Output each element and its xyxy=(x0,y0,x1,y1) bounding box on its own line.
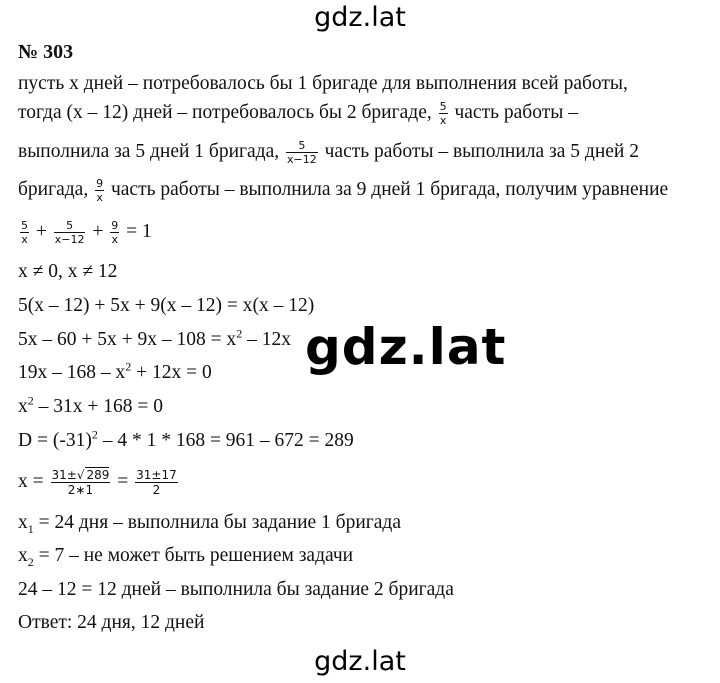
root-x1-line xyxy=(18,512,401,536)
text-line-2-part-a: тогда (x – 12) дней – потребовалось бы 2 бригаде, xyxy=(18,102,432,124)
fraction-denominator: x xyxy=(96,191,103,205)
fraction-quadratic-formula xyxy=(51,467,111,498)
answer-line: Ответ: 24 дня, 12 дней xyxy=(18,612,205,633)
fraction-roots-value xyxy=(135,468,178,498)
exponent: 2 xyxy=(27,393,34,408)
watermark-middle: gdz.lat xyxy=(305,318,507,376)
step-3 xyxy=(18,359,212,383)
subscript: 1 xyxy=(27,521,34,536)
text-line-2 xyxy=(18,100,578,127)
fraction-numerator: 9 xyxy=(111,219,119,232)
plus-sign: + xyxy=(35,221,47,243)
numerator-prefix: 31± xyxy=(51,468,77,482)
problem-number: № 303 xyxy=(18,41,74,63)
eq-fraction-5-over-x-minus-12 xyxy=(54,219,86,246)
fraction-denominator: x xyxy=(111,233,118,247)
plus-sign: + xyxy=(92,221,104,243)
fraction-9-over-x xyxy=(95,177,104,204)
roots-formula-line xyxy=(18,467,180,498)
discriminant-line xyxy=(18,427,354,451)
equals-sign: = xyxy=(117,470,129,492)
exponent: 2 xyxy=(125,359,132,374)
fraction-denominator: x−12 xyxy=(54,233,85,247)
text-line-3-part-a: выполнила за 5 дней 1 бригада, xyxy=(18,141,280,163)
fraction-numerator: 5 xyxy=(21,219,28,232)
text-line-2-part-b: часть работы – xyxy=(454,102,578,124)
step-4 xyxy=(18,393,163,417)
x1-text: = 24 дня – выполнила бы задание 1 бригада xyxy=(33,512,401,533)
fraction-denominator: x−12 xyxy=(287,153,317,167)
sqrt-sign: √ xyxy=(76,468,85,482)
fraction-denominator: x xyxy=(21,233,28,247)
text-line-4-part-a: бригада, xyxy=(18,179,89,201)
x1-variable: x xyxy=(18,512,28,533)
x2-text: = 7 – не может быть решением задачи xyxy=(33,545,354,566)
fraction-numerator: 5 xyxy=(66,219,74,232)
fraction-5-over-x xyxy=(439,100,448,127)
exponent: 2 xyxy=(91,427,98,442)
fraction-denominator: x xyxy=(439,114,447,128)
fraction-numerator xyxy=(51,467,111,482)
fraction-5-over-x-minus-12 xyxy=(286,139,318,166)
exponent: 2 xyxy=(236,326,243,341)
fraction-numerator: 31±17 xyxy=(136,467,177,482)
root-x2-line xyxy=(18,545,354,569)
roots-x-equals: x = xyxy=(18,470,44,492)
subscript: 2 xyxy=(27,554,34,569)
sqrt-radicand: 289 xyxy=(86,468,110,482)
text-line-4 xyxy=(18,177,668,204)
step-3-part-b: + 12x = 0 xyxy=(131,362,212,383)
equation-line xyxy=(18,219,152,246)
domain-line: x ≠ 0, x ≠ 12 xyxy=(18,261,118,282)
fraction-numerator: 5 xyxy=(439,100,447,113)
eq-fraction-5-over-x xyxy=(20,219,29,246)
fraction-denominator: 2∗1 xyxy=(51,482,111,497)
fraction-numerator: 5 xyxy=(298,139,306,152)
text-line-3 xyxy=(18,139,639,166)
second-brigade-line: 24 – 12 = 12 дней – выполнила бы задание 2 бригада xyxy=(18,579,454,600)
equals-one: = 1 xyxy=(126,221,152,243)
discriminant-part-a: D = (-31) xyxy=(18,430,92,451)
step-2 xyxy=(18,326,291,350)
fraction-numerator: 9 xyxy=(96,177,104,190)
discriminant-part-b: – 4 * 1 * 168 = 961 – 672 = 289 xyxy=(97,430,354,451)
text-line-1: пусть x дней – потребовалось бы 1 бригаде для выполнения всей работы, xyxy=(18,73,628,94)
eq-fraction-9-over-x xyxy=(110,219,119,246)
step-1: 5(x – 12) + 5x + 9(x – 12) = x(x – 12) xyxy=(18,295,315,316)
fraction-denominator: 2 xyxy=(135,482,178,497)
step-3-part-a: 19x – 168 – x xyxy=(18,362,126,383)
step-2-part-b: – 12x xyxy=(242,329,291,350)
watermark-top: gdz.lat xyxy=(314,2,406,33)
step-4-part-a: x xyxy=(18,396,28,417)
watermark-bottom: gdz.lat xyxy=(314,646,406,677)
x2-variable: x xyxy=(18,545,28,566)
step-4-part-b: – 31x + 168 = 0 xyxy=(33,396,163,417)
text-line-4-part-b: часть работы – выполнила за 9 дней 1 бригада, получим уравнение xyxy=(110,179,669,201)
step-2-part-a: 5x – 60 + 5x + 9x – 108 = x xyxy=(18,329,237,350)
text-line-3-part-b: часть работы – выполнила за 5 дней 2 xyxy=(324,141,639,163)
